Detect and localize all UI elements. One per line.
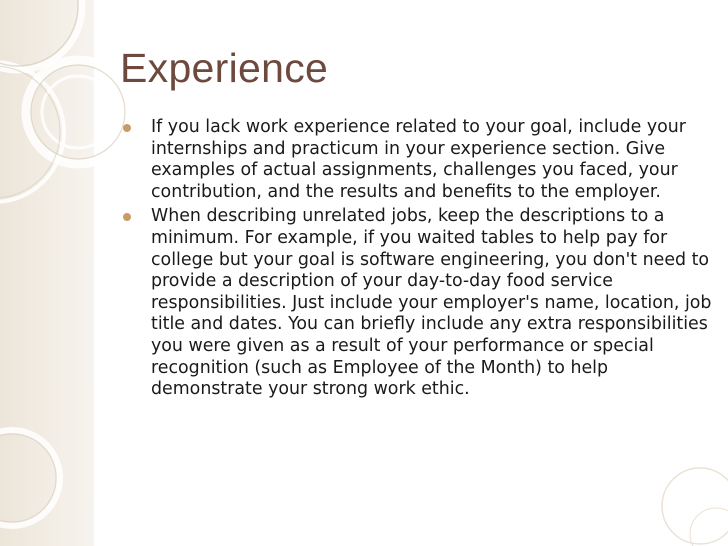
slide-title: Experience [120,45,329,91]
bullet-text: If you lack work experience related to your goal, include your internships and practicum in your experience section. Give examples of actual assignments, challenges you faced, your contribution, and the results and benefits to the employer. [151,117,686,202]
bullet-text: When describing unrelated jobs, keep the descriptions to a minimum. For example, if you waited tables to help pay for college but your goal is software engineering, you don't need to provide a description of your day-to-day food service responsibilities. Just include your employer's name, location, job title and dates. You can briefly include any extra responsibilities you were given as a result of your performance or special recognition (such as Employee of the Month) to help demonstrate your strong work ethic. [151,206,712,400]
bullet-dot-icon [123,213,131,221]
bullet-item [123,206,713,400]
bullet-list [123,117,713,404]
bullet-dot-icon [123,124,131,132]
bullet-item [123,117,713,203]
